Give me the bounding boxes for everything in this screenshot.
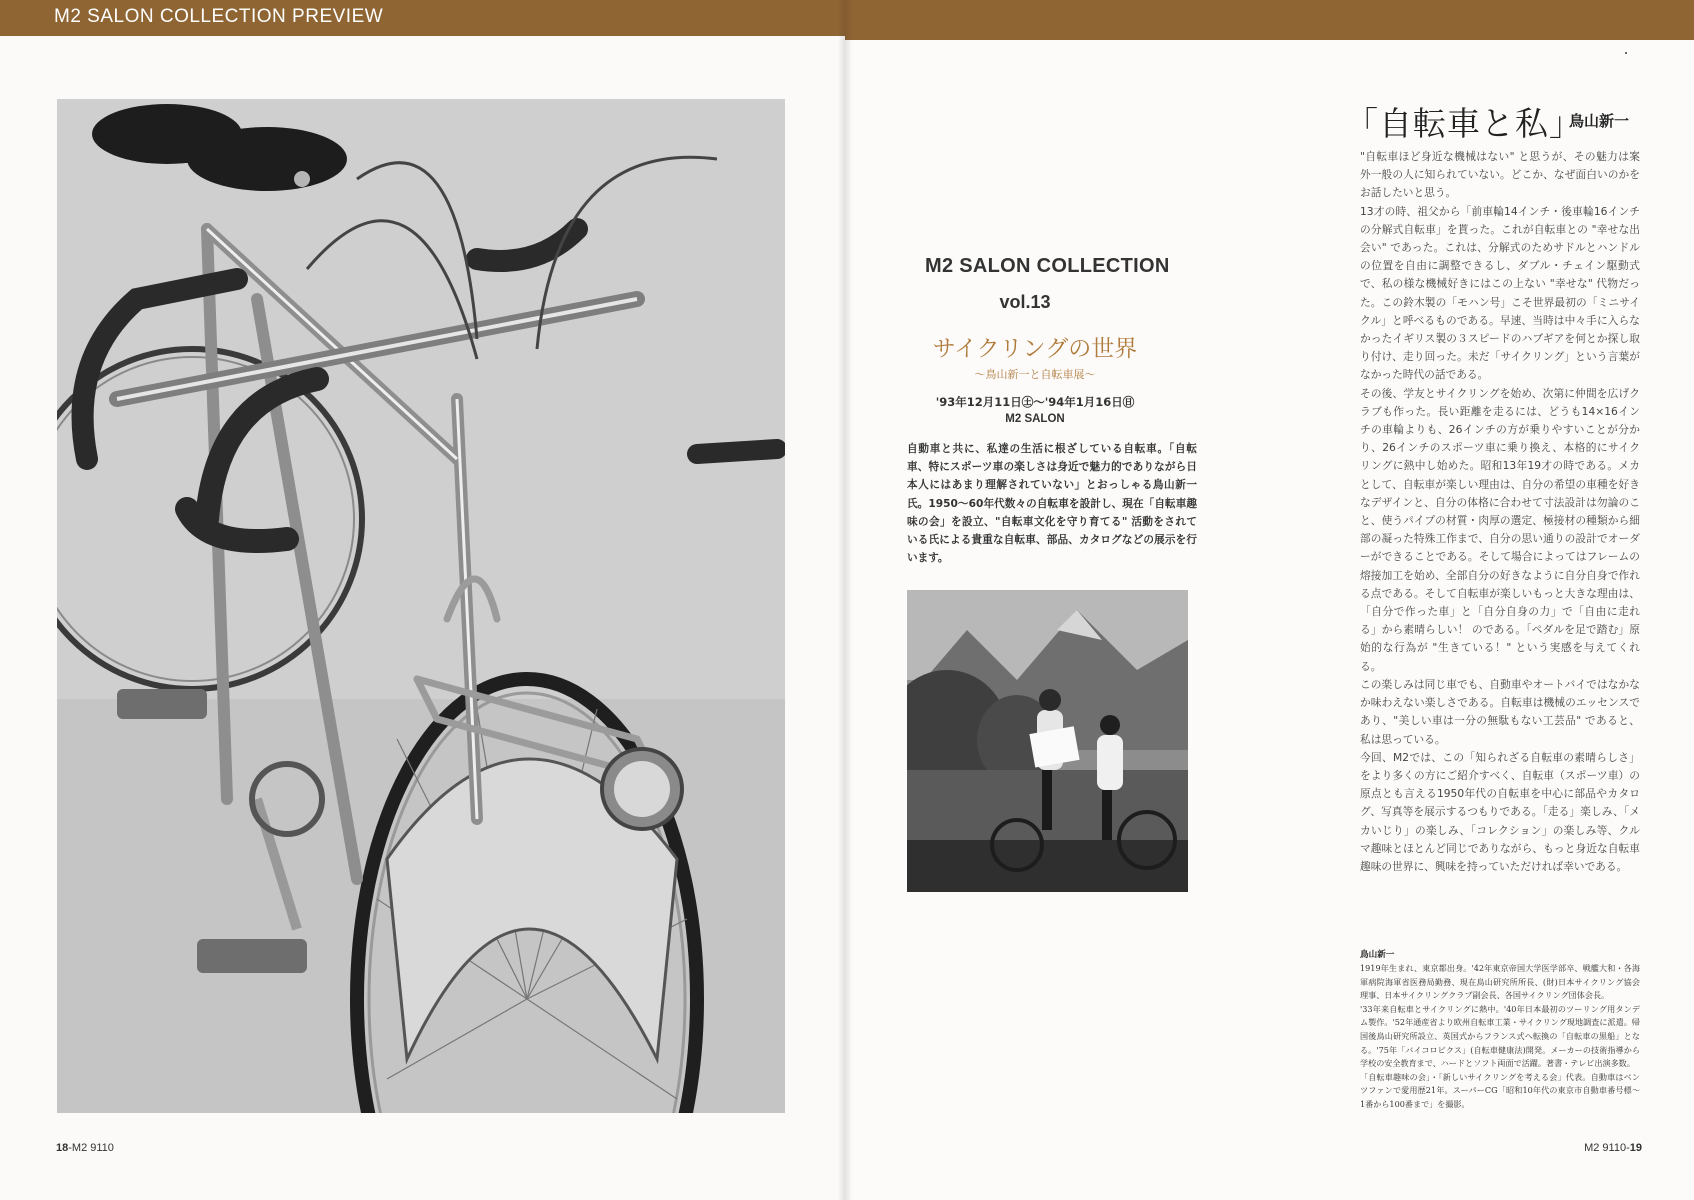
bicycle-photo-drawing: [57, 99, 785, 1113]
essay-paragraph: この楽しみは同じ車でも、自動車やオートバイではなかなか味わえない楽しさである。自転車は機械のエッセンスであり、"美しい車は一分の無駄もない工芸品" であると、私は思っている。: [1360, 677, 1640, 746]
folio-right-number: 19: [1629, 1142, 1642, 1154]
folio-right: [1584, 1142, 1642, 1154]
essay-paragraph: その後、学友とサイクリングを始め、次第に仲間を広げクラブも作った。長い距離を走るには、どうも14×16インチの車輪よりも、26インチの方が乗りやすいことが分かり、26インチのスポーツ車に乗り換え、本格的にサイクリングに熱中し始めた。昭和13年19才の時である。メカとして、自転車が楽しい理由は、自分の希望の車種を好きなデザインと、自分の体格に合わせて寸法設計は勿論のこと、使うパイプの材質・肉厚の選定、極接材の種類から細部の凝った特殊工作まで、自分の思い通りの設計でオーダーができることである。そして場合によってはフレームの熔接加工を始め、全部自分の好きなように自分自身で作れる点である。そして自転車が楽しいもっと大きな理由は、「自分で作った車」と「自分自身の力」で「自由に走れる」から素晴らしい！ のである。「ペダルを足で踏む」原始的な行為が "生きている！" という実感を与えてくれる。: [1360, 386, 1640, 673]
exhibition-subtitle: 〜鳥山新一と自転車展〜: [974, 368, 1096, 381]
essay-title: 「自転車と私」: [1345, 104, 1583, 143]
folio-left-number: 18: [56, 1142, 69, 1154]
essay-paragraph: 今回、M2では、この「知られざる自転車の素晴らしさ」をより多くの方にご紹介すべく、自転車（スポーツ車）の原点とも言える1950年代の自転車を中心に部品やカタログ、写真等を展示するつもりである。「走る」楽しみ、「メカいじり」の楽しみ、「コレクション」の楽しみ等、クルマ趣味とほとんど同じでありながら、もっと身近な自転車趣味の世界に、興味を持っていただければ幸いである。: [1360, 750, 1640, 873]
bio-line: 「自転車趣味の会」・「新しいサイクリングを考える会」代表。自動車はベンツファンで愛用歴21年。スーパーCG「昭和10年代の東京市自動車番号標〜1番から100番まで」を撮影。: [1360, 1071, 1640, 1109]
bio-name: 鳥山新一: [1360, 950, 1395, 960]
essay-author: 鳥山新一: [1569, 112, 1630, 130]
right-page: [845, 0, 1694, 1200]
exhibition-subject: サイクリングの世界: [932, 336, 1138, 362]
essay-paragraph: "自転車ほど身近な機械はない" と思うが、その魅力は案外一般の人に知られていない。どこか、なぜ面白いのかをお話したいと思う。: [1360, 150, 1640, 200]
exhibition-title: M2 SALON COLLECTION: [925, 255, 1170, 277]
cyclists-photo-drawing: [907, 590, 1188, 892]
essay-paragraph: 13才の時、祖父から「前車輪14インチ・後車輪16インチの分解式自転車」を貰った。これが自転車との "幸せな出会い" であった。これは、分解式のためサドルとハンドルの位置を自由に調整できるし、ダブル・チェイン駆動式で、私の様な機械好きにはこの上ない "幸せな" 代物だった。この鈴木製の「モハン号」こそ世界最初の「ミニサイクル」と呼べるものである。早速、当時は中々手に入らなかったイギリス製の３スピードのハブギアを何とか探し取り付け、走り回った。未だ「サイクリング」という言葉がなかった時代の話である。: [1360, 204, 1640, 382]
print-speck: [1625, 52, 1627, 54]
book-gutter: [838, 0, 852, 1200]
cyclists-photo: [907, 590, 1188, 892]
exhibition-description: 自動車と共に、私達の生活に根ざしている自転車。「自転車、特にスポーツ車の楽しさは身近で魅力的でありながら日本人にはあまり理解されていない」とおっしゃる鳥山新一氏。1950〜60年代数々の自転車を設計し、現在「自転車趣味の会」を設立、"自転車文化を守り育てる" 活動をされている氏による貴重な自転車、部品、カタログなどの展示を行います。: [907, 443, 1197, 565]
exhibition-venue: M2 SALON: [1005, 413, 1065, 425]
bio-line: '33年来自転車とサイクリングに熱中。'40年日本最初のツーリング用タンデム製作。'52年通産省より欧州自転車工業・サイクリング現地調査に派遣。帰国後鳥山研究所設立、英国式からフランス式へ転換の「自転車の黒船」となる。'75年「バイコロビクス」(自転車健康法)開発。メーカーの技術指導から学校の安全教育まで、ハードとソフト両面で活躍。著書・テレビ出演多数。: [1360, 1003, 1640, 1069]
folio-left-suffix: -M2 9110: [68, 1142, 114, 1154]
header-bar-left: [0, 0, 845, 36]
exhibition-volume: vol.13: [999, 292, 1051, 312]
essay-body: [1360, 148, 1640, 876]
bio-text: [1360, 962, 1640, 1112]
header-bar-right: [845, 0, 1694, 40]
folio-right-prefix: M2 9110-: [1584, 1142, 1630, 1154]
exhibition-dates: '93年12月11日㊏〜'94年1月16日㊐: [935, 395, 1135, 409]
folio-left: [56, 1142, 114, 1154]
bicycle-photo: [57, 99, 785, 1113]
header-title: M2 SALON COLLECTION PREVIEW: [54, 6, 384, 27]
left-page: [0, 0, 845, 1200]
bio-line: 1919年生まれ、東京都出身。'42年東京帝国大学医学部卒、戦艦大和・各海軍病院海軍省医務局勤務、現在鳥山研究所所長、(財)日本サイクリング協会理事、日本サイクリングクラブ副会長、各国サイクリング団体会長。: [1360, 963, 1640, 1001]
